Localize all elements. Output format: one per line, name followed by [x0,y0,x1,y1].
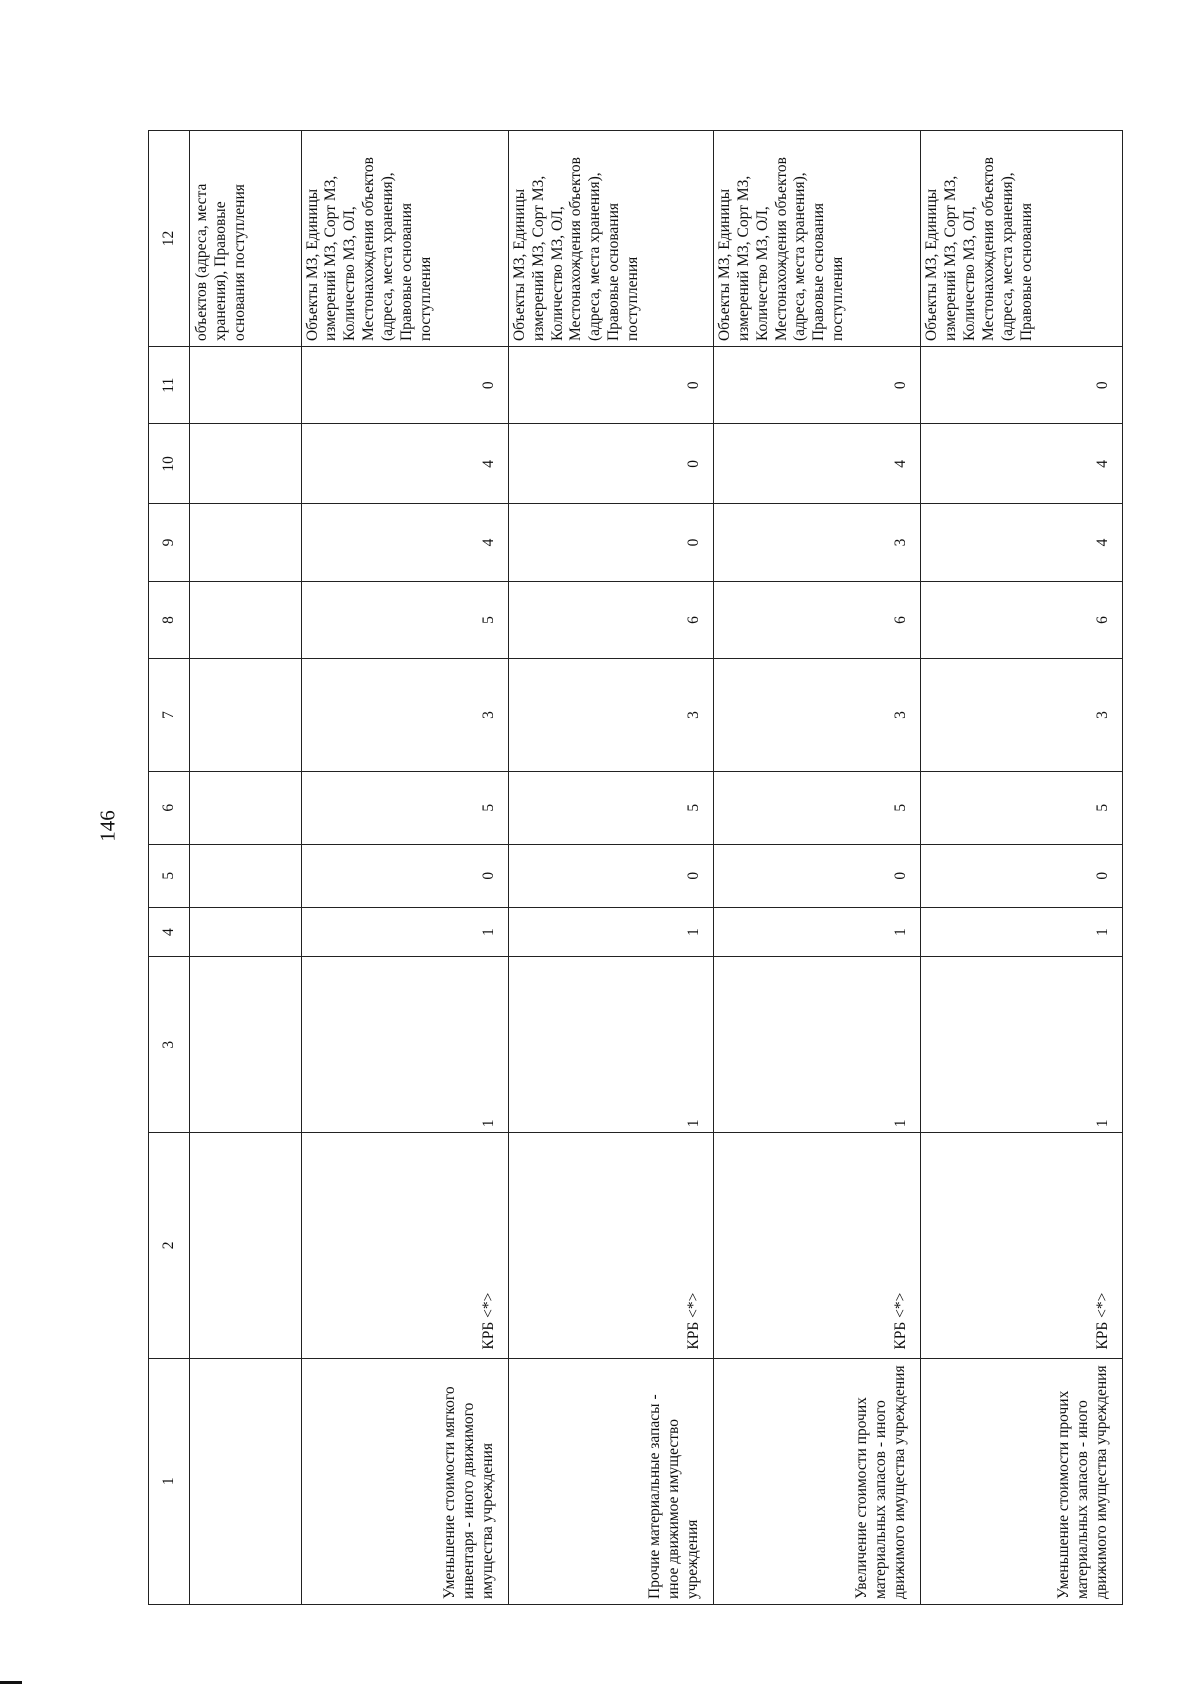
data-table [148,130,1123,1605]
table-cell: Уменьшение стоимости мягкого инвентаря - иного движимого имущества учреждения [301,1358,508,1604]
table-cell: 4 [301,424,508,504]
table-cell: КРБ <*> [508,1133,713,1358]
header-cell: 9 [149,504,190,581]
table-cell: 1 [301,957,508,1133]
table-cell: 6 [713,581,920,658]
table-cell: Прочие материальные запасы - иное движимое имущество учреждения [508,1358,713,1604]
table-row [713,131,920,1605]
table-cell: 1 [921,957,1123,1133]
continuation-row [190,131,302,1605]
table-cell: 0 [508,347,713,424]
table-row [508,131,713,1605]
table-cell: 3 [508,659,713,772]
table-cell: 3 [713,659,920,772]
table-cell [190,1358,302,1604]
table-cell: КРБ <*> [301,1133,508,1358]
table-cell: КРБ <*> [921,1133,1123,1358]
table-cell: Объекты МЗ, Единицы измерений МЗ, Сорт МЗ, Количество МЗ, ОЛ, Местонахождения объектов (адреса, места хранения), Правовые основания поступления [301,131,508,347]
table-row [921,131,1123,1605]
table-cell: 5 [301,771,508,844]
header-cell: 11 [149,347,190,424]
header-cell: 7 [149,659,190,772]
table-cell: 0 [301,347,508,424]
table-cell: 3 [301,659,508,772]
table-cell: 3 [921,659,1123,772]
table-cell [190,1133,302,1358]
table-cell: 0 [713,347,920,424]
table-cell: 0 [921,844,1123,907]
table-cell [190,504,302,581]
header-cell: 10 [149,424,190,504]
table-cell: Объекты МЗ, Единицы измерений МЗ, Сорт МЗ, Количество МЗ, ОЛ, Местонахождения объектов (адреса, места хранения), Правовые основания поступления [508,131,713,347]
table-cell: 1 [713,907,920,956]
table-cell: Уменьшение стоимости прочих материальных запасов - иного движимого имущества учреждения [921,1358,1123,1604]
table-cell: 0 [508,844,713,907]
table-cell: объектов (адреса, места хранения), Правовые основания поступления [190,131,302,347]
page-edge-mark [0,1681,22,1684]
header-cell: 4 [149,907,190,956]
table-cell [190,957,302,1133]
table-cell: 5 [713,771,920,844]
table-cell: 1 [508,957,713,1133]
table-cell: 5 [301,581,508,658]
table-rotated-container [148,130,1123,1605]
header-cell: 8 [149,581,190,658]
table-cell: 6 [921,581,1123,658]
table-cell: 0 [301,844,508,907]
header-cell: 1 [149,1358,190,1604]
table-cell: 4 [301,504,508,581]
header-row [149,131,190,1605]
table-cell: 0 [921,347,1123,424]
table-cell: 1 [713,957,920,1133]
header-cell: 6 [149,771,190,844]
table-cell [190,424,302,504]
table-cell: 1 [508,907,713,956]
table-cell: 0 [713,844,920,907]
table-cell: 4 [921,504,1123,581]
table-cell [190,659,302,772]
header-cell: 12 [149,131,190,347]
table-cell: Объекты МЗ, Единицы измерений МЗ, Сорт МЗ, Количество МЗ, ОЛ, Местонахождения объектов (адреса, места хранения), Правовые основания поступления [713,131,920,347]
page-number: 146 [95,810,120,842]
table-cell: 1 [921,907,1123,956]
table-cell: Объекты МЗ, Единицы измерений МЗ, Сорт МЗ, Количество МЗ, ОЛ, Местонахождения объектов (адреса, места хранения), Правовые основания [921,131,1123,347]
table-cell: 4 [921,424,1123,504]
header-cell: 2 [149,1133,190,1358]
table-cell: 1 [301,907,508,956]
table-cell [190,771,302,844]
table-cell [190,581,302,658]
table-cell [190,907,302,956]
header-cell: 5 [149,844,190,907]
table-cell: КРБ <*> [713,1133,920,1358]
table-cell: 0 [508,424,713,504]
table-cell: 6 [508,581,713,658]
table-cell [190,844,302,907]
table-cell [190,347,302,424]
table-cell: 5 [508,771,713,844]
table-cell: 3 [713,504,920,581]
table-row [301,131,508,1605]
table-cell: 0 [508,504,713,581]
table-cell: 5 [921,771,1123,844]
table-cell: Увеличение стоимости прочих материальных запасов - иного движимого имущества учреждения [713,1358,920,1604]
table-cell: 4 [713,424,920,504]
header-cell: 3 [149,957,190,1133]
